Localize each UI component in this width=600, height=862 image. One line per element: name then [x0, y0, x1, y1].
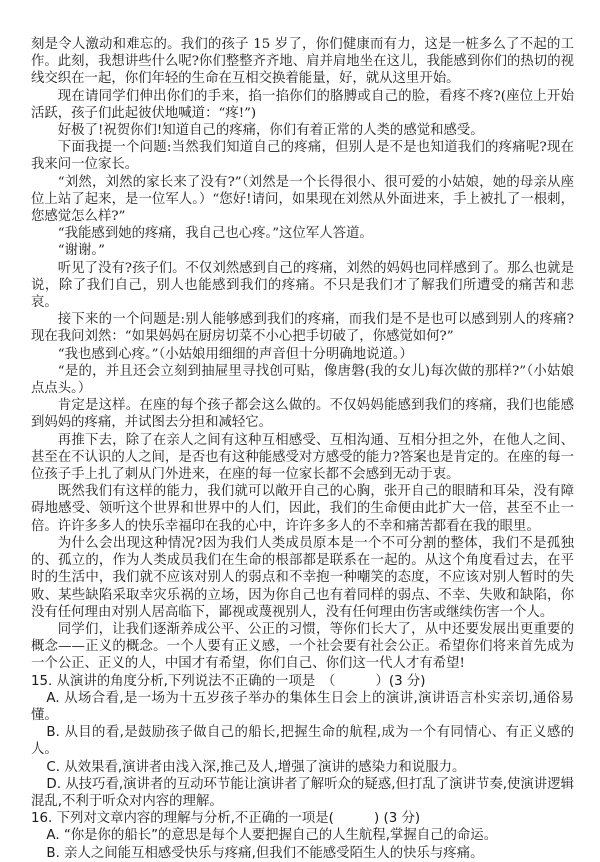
speech-paragraph: “我能感到她的疼痛，我自己也心疼。”这位军人答道。 [57, 226, 373, 242]
speech-paragraph: 下面我提一个问题:当然我们知道自己的疼痛，但别人是不是也知道我们的疼痛呢?现在我来问一位家长。 [31, 140, 574, 173]
question-15-option-a: A. 从场合看,是一场为十五岁孩子举办的集体生日会上的演讲,演讲语言朴实亲切,通俗易懂。 [31, 690, 574, 723]
speech-paragraph: 同学们，让我们逐渐养成公平、公正的习惯，等你们长大了，从中还要发展出更重要的概念——正义的概念。一个人要有正义感，一个社会要有社会公正。希望你们将来首先成为一个公正、正义的人，中国才有希望，你们自己、你们这一代人才有希望! [31, 621, 574, 672]
question-15-option-c: C. 从效果看,演讲者由浅入深,推己及人,增强了演讲的感染力和说服力。 [46, 759, 466, 775]
speech-text [31, 36, 574, 673]
speech-paragraph: 刻是令人激动和难忘的。我们的孩子 15 岁了，你们健康而有力，这是一桩多么了不起的工作。此刻，我想讲些什么呢?你们整整齐齐地、肩并肩地坐在这儿，我能感到你们的热切的视线交织在一起，你们年轻的生命在互相交换着能量，好，就从这里开始。 [31, 37, 574, 87]
question-15-stem: 15. 从演讲的角度分析,下列说法不正确的一项是 （ ）(3 分) [31, 673, 426, 689]
question-16-stem: 16. 下列对文章内容的理解与分析,不正确的一项是( ) (3 分) [31, 811, 421, 827]
speech-paragraph: 现在请同学们伸出你们的手来，掐一掐你们的胳膊或自己的脸，看疼不疼?(座位上开始活跃，孩子们此起彼伏地喊道：“疼!”) [31, 88, 574, 121]
speech-paragraph: 听见了没有?孩子们。不仅刘然感到自己的疼痛，刘然的妈妈也同样感到了。那么也就是说，除了我们自己，别人也能感到我们的疼痛。不只是我们才了解我们所遭受的痛苦和悲哀。 [31, 260, 574, 311]
speech-paragraph: 既然我们有这样的能力，我们就可以敞开自己的心胸，张开自己的眼睛和耳朵，没有障碍地感受、领听这个世界和世界中的人们，因此，我们的生命便由此扩大一倍，甚至不止一倍。许许多多人的快乐幸福印在我的心中，许许多多人的不幸和痛苦都看在我的眼里。 [31, 484, 574, 534]
speech-paragraph: “谢谢。” [57, 243, 105, 259]
questions-section [31, 673, 574, 862]
question-15-option-d: D. 从技巧看,演讲者的互动环节能让演讲者了解听众的疑惑,但打乱了演讲节奏,使演讲逻辑混乱,不利于听众对内容的理解。 [31, 776, 574, 809]
question-16-option-b: B. 亲人之间能互相感受快乐与疼痛,但我们不能感受陌生人的快乐与疼痛。 [46, 845, 484, 861]
speech-paragraph: 再推下去，除了在亲人之间有这种互相感受、互相沟通、互相分担之外，在他人之间、甚至在不认识的人之间，是否也有这种能感受对方感受的能力?答案也是肯定的。在座的每一位孩子手上扎了刺从门外进来，在座的每一位家长都不会感到无动于衷。 [31, 432, 574, 483]
speech-paragraph: 接下来的一个问题是:别人能够感到我们的疼痛，而我们是不是也可以感到别人的疼痛?现在我问刘然：“如果妈妈在厨房切菜不小心把手切破了，你感觉如何?” [31, 312, 574, 345]
speech-paragraph: 肯定是这样。在座的每个孩子都会这么做的。不仅妈妈能感到我们的疼痛，我们也能感到妈妈的疼痛，并试图去分担和减轻它。 [31, 398, 574, 431]
speech-paragraph: “刘然，刘然的家长来了没有?”（刘然是一个长得很小、很可爱的小姑娘，她的母亲从座位上站了起来，是一位军人。）“您好!请问，如果现在刘然从外面进来，手上被扎了一根刺，您感觉怎么样?” [31, 174, 574, 225]
question-16-option-a: A. “你是你的船长”的意思是每个人要把握自己的人生航程,掌握自己的命运。 [46, 828, 498, 844]
question-15-option-b: B. 从目的看,是鼓励孩子做自己的船长,把握生命的航程,成为一个有同情心、有正义感的人。 [31, 725, 574, 758]
speech-paragraph: “是的，并且还会立刻到抽屉里寻找创可贴，像唐磐(我的女儿)每次做的那样?”（小姑娘点点头。） [31, 363, 574, 397]
speech-paragraph: 好极了!祝贺你们!知道自己的疼痛，你们有着正常的人类的感觉和感受。 [57, 123, 484, 139]
speech-paragraph: “我也感到心疼。”（小姑娘用细细的声音但十分明确地说道。） [57, 346, 413, 362]
speech-paragraph: 为什么会出现这种情况?因为我们人类成员原本是一个不可分割的整体，我们不是孤独的、孤立的，作为人类成员我们在生命的根部都是联系在一起的。从这个角度看过去，在平时的生活中，我们就不应该对别人的弱点和不幸抱一种嘲笑的态度，不应该对别人暂时的失败、某些缺陷采取幸灾乐祸的立场，因为你自己也有着同样的弱点、不幸、失败和缺陷，你没有任何理由对别人居高临下，鄙视或蔑视别人，没有任何理由伤害或继续伤害一个人。 [31, 535, 574, 620]
